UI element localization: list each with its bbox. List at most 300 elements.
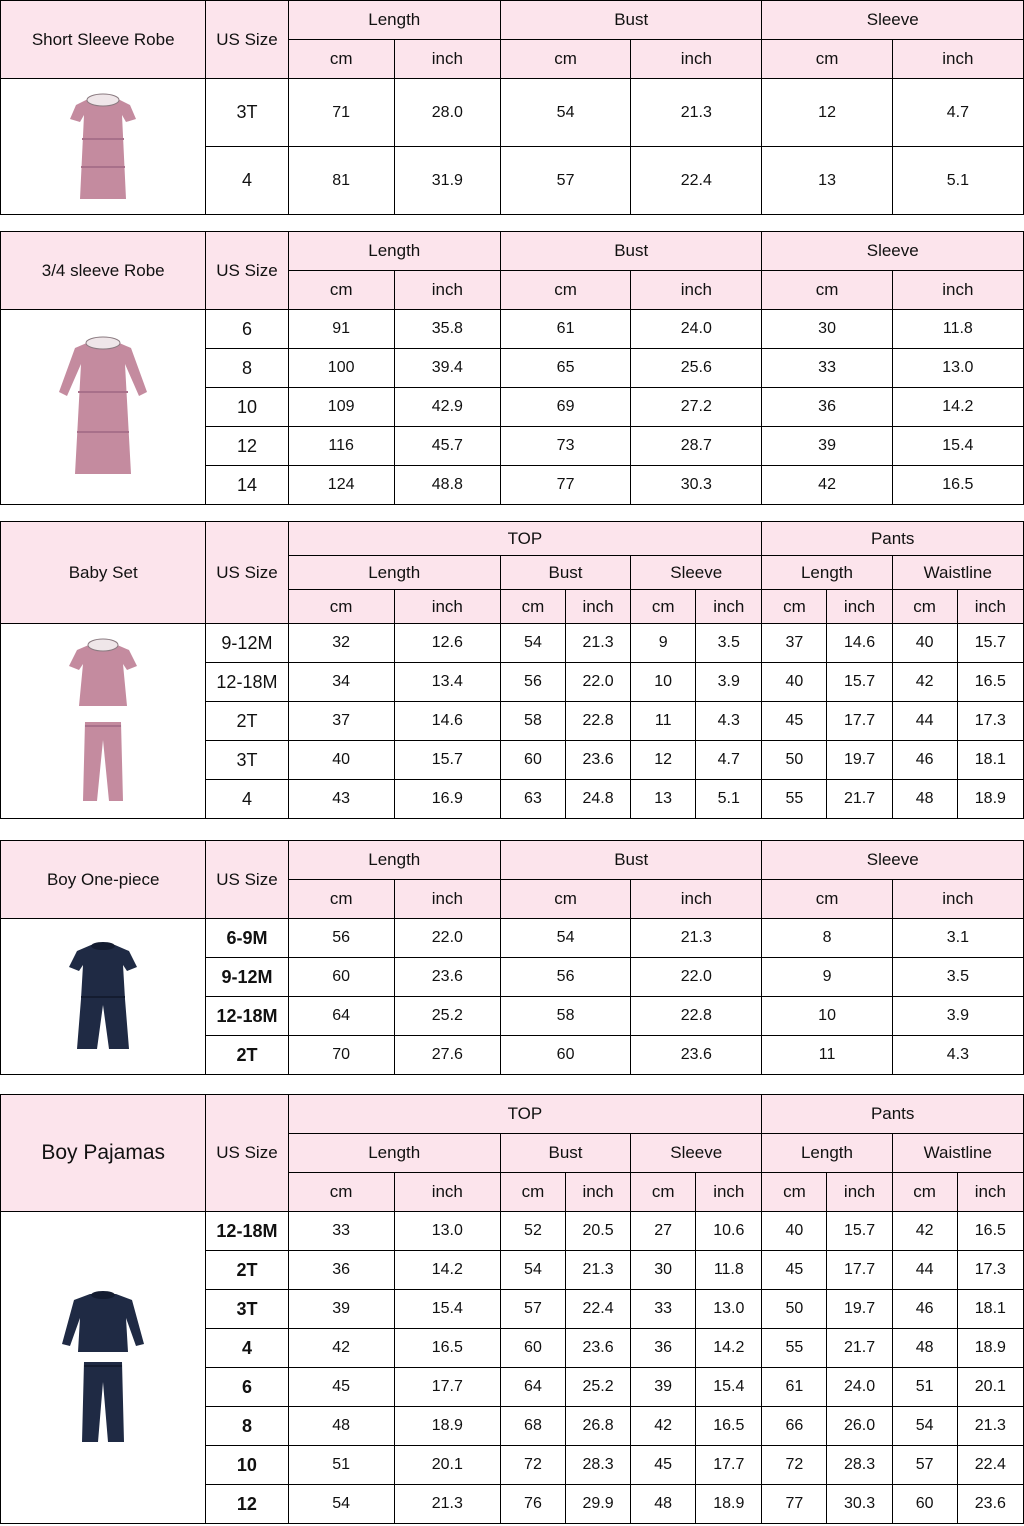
value-cell: 109 [288,388,394,427]
value-cell: 22.8 [566,702,631,741]
value-cell: 5.1 [892,147,1023,215]
size-cell: 9-12M [206,624,288,663]
size-cell: 10 [206,1446,288,1485]
value-cell: 30.3 [631,466,762,505]
unit-header: cm [288,40,394,79]
value-cell: 14.2 [394,1251,500,1290]
unit-header: cm [500,880,630,919]
value-cell: 64 [500,1368,565,1407]
value-cell: 22.8 [631,997,762,1036]
value-cell: 20.1 [394,1446,500,1485]
value-cell: 60 [288,958,394,997]
value-cell: 66 [762,1407,827,1446]
unit-header: inch [827,1173,892,1212]
unit-header: cm [500,271,630,310]
value-cell: 81 [288,147,394,215]
value-cell: 22.4 [566,1290,631,1329]
size-cell: 12 [206,1485,288,1524]
measure-group-header: Length [288,232,500,271]
value-cell: 3.5 [696,624,762,663]
value-cell: 12 [762,79,892,147]
size-cell: 9-12M [206,958,288,997]
value-cell: 15.4 [696,1368,762,1407]
unit-header: inch [892,271,1023,310]
value-cell: 48 [288,1407,394,1446]
value-cell: 39.4 [394,349,500,388]
value-cell: 37 [288,702,394,741]
unit-header: inch [696,1173,762,1212]
value-cell: 27.2 [631,388,762,427]
value-cell: 22.4 [957,1446,1023,1485]
unit-header: cm [892,590,957,624]
value-cell: 45.7 [394,427,500,466]
value-cell: 56 [500,663,565,702]
value-cell: 77 [762,1485,827,1524]
value-cell: 91 [288,310,394,349]
size-column-header: US Size [206,1,288,79]
value-cell: 39 [288,1290,394,1329]
size-cell: 2T [206,702,288,741]
value-cell: 23.6 [631,1036,762,1075]
value-cell: 45 [631,1446,696,1485]
value-cell: 54 [892,1407,957,1446]
size-cell: 4 [206,780,288,819]
value-cell: 63 [500,780,565,819]
garment-image-cell [1,79,206,215]
measure-group-header: Length [762,556,892,590]
value-cell: 54 [500,79,630,147]
value-cell: 48 [892,780,957,819]
value-cell: 21.7 [827,780,892,819]
value-cell: 45 [762,1251,827,1290]
measure-group-header: Length [288,841,500,880]
unit-header: inch [631,880,762,919]
unit-header: inch [566,1173,631,1212]
measure-group-header: Sleeve [631,1134,762,1173]
value-cell: 32 [288,624,394,663]
value-cell: 35.8 [394,310,500,349]
value-cell: 31.9 [394,147,500,215]
value-cell: 23.6 [957,1485,1023,1524]
value-cell: 3.9 [892,997,1023,1036]
value-cell: 43 [288,780,394,819]
size-cell: 12-18M [206,1212,288,1251]
size-column-header: US Size [206,1095,288,1212]
unit-header: inch [696,590,762,624]
unit-header: cm [762,1173,827,1212]
value-cell: 18.9 [957,1329,1023,1368]
unit-header: cm [500,1173,565,1212]
size-section [0,0,1024,215]
value-cell: 58 [500,702,565,741]
size-section [0,521,1024,819]
value-cell: 21.3 [566,1251,631,1290]
boy-pajamas-image [58,1288,148,1448]
unit-header: cm [631,590,696,624]
value-cell: 48 [892,1329,957,1368]
pants-group-header: Pants [762,522,1024,556]
value-cell: 72 [500,1446,565,1485]
value-cell: 22.0 [394,919,500,958]
value-cell: 12 [631,741,696,780]
size-column-header: US Size [206,841,288,919]
size-cell: 3T [206,741,288,780]
value-cell: 40 [288,741,394,780]
value-cell: 54 [288,1485,394,1524]
value-cell: 51 [288,1446,394,1485]
value-cell: 57 [500,147,630,215]
value-cell: 45 [288,1368,394,1407]
size-cell: 10 [206,388,288,427]
value-cell: 17.3 [957,1251,1023,1290]
measure-group-header: Sleeve [762,232,1024,271]
value-cell: 44 [892,1251,957,1290]
value-cell: 52 [500,1212,565,1251]
value-cell: 69 [500,388,630,427]
measure-group-header: Length [288,556,500,590]
value-cell: 73 [500,427,630,466]
boy-one-piece-image [63,939,143,1054]
value-cell: 56 [500,958,630,997]
value-cell: 22.0 [631,958,762,997]
value-cell: 58 [500,997,630,1036]
value-cell: 13 [631,780,696,819]
value-cell: 33 [631,1290,696,1329]
value-cell: 50 [762,1290,827,1329]
size-cell: 4 [206,1329,288,1368]
unit-header: inch [957,1173,1023,1212]
measure-group-header: Sleeve [762,1,1024,40]
value-cell: 17.7 [394,1368,500,1407]
value-cell: 42.9 [394,388,500,427]
unit-header: cm [288,590,394,624]
value-cell: 23.6 [566,741,631,780]
table-row [1,919,1024,958]
measure-group-header: Bust [500,232,762,271]
value-cell: 3.5 [892,958,1023,997]
value-cell: 13 [762,147,892,215]
value-cell: 50 [762,741,827,780]
unit-header: cm [631,1173,696,1212]
value-cell: 57 [500,1290,565,1329]
value-cell: 48.8 [394,466,500,505]
unit-header: inch [957,590,1023,624]
value-cell: 12.6 [394,624,500,663]
value-cell: 71 [288,79,394,147]
table-row [1,1212,1024,1251]
table-row [1,624,1024,663]
value-cell: 27.6 [394,1036,500,1075]
value-cell: 15.4 [892,427,1023,466]
value-cell: 28.3 [566,1446,631,1485]
value-cell: 29.9 [566,1485,631,1524]
value-cell: 40 [762,663,827,702]
size-cell: 12-18M [206,663,288,702]
value-cell: 13.4 [394,663,500,702]
size-section [0,840,1024,1075]
value-cell: 28.0 [394,79,500,147]
product-name: Short Sleeve Robe [1,1,206,79]
value-cell: 25.6 [631,349,762,388]
size-column-header: US Size [206,232,288,310]
value-cell: 124 [288,466,394,505]
value-cell: 56 [288,919,394,958]
value-cell: 9 [762,958,892,997]
measure-group-header: Length [762,1134,892,1173]
value-cell: 48 [631,1485,696,1524]
product-name: 3/4 sleeve Robe [1,232,206,310]
value-cell: 61 [762,1368,827,1407]
value-cell: 65 [500,349,630,388]
value-cell: 21.3 [631,79,762,147]
value-cell: 11 [762,1036,892,1075]
value-cell: 70 [288,1036,394,1075]
garment-image-cell [1,1212,206,1524]
value-cell: 25.2 [394,997,500,1036]
value-cell: 40 [892,624,957,663]
value-cell: 60 [500,741,565,780]
value-cell: 24.0 [631,310,762,349]
value-cell: 4.3 [696,702,762,741]
value-cell: 21.3 [394,1485,500,1524]
value-cell: 10.6 [696,1212,762,1251]
value-cell: 44 [892,702,957,741]
baby-set-image [63,636,143,806]
pants-group-header: Pants [762,1095,1024,1134]
table-row [1,79,1024,147]
value-cell: 17.7 [696,1446,762,1485]
value-cell: 4.7 [696,741,762,780]
value-cell: 76 [500,1485,565,1524]
value-cell: 42 [631,1407,696,1446]
value-cell: 22.4 [631,147,762,215]
measure-group-header: Sleeve [762,841,1024,880]
value-cell: 100 [288,349,394,388]
garment-image-cell [1,310,206,505]
size-cell: 12-18M [206,997,288,1036]
value-cell: 30.3 [827,1485,892,1524]
value-cell: 46 [892,741,957,780]
value-cell: 14.6 [827,624,892,663]
value-cell: 16.5 [394,1329,500,1368]
value-cell: 4.3 [892,1036,1023,1075]
value-cell: 17.7 [827,1251,892,1290]
unit-header: cm [762,40,892,79]
value-cell: 54 [500,1251,565,1290]
value-cell: 36 [631,1329,696,1368]
unit-header: cm [762,880,892,919]
top-group-header: TOP [288,1095,762,1134]
value-cell: 14.2 [696,1329,762,1368]
value-cell: 28.7 [631,427,762,466]
value-cell: 17.3 [957,702,1023,741]
value-cell: 16.9 [394,780,500,819]
value-cell: 18.1 [957,741,1023,780]
size-table-4 [0,1094,1024,1524]
measure-group-header: Bust [500,1134,630,1173]
measure-group-header: Length [288,1,500,40]
value-cell: 13.0 [696,1290,762,1329]
measure-group-header: Bust [500,841,762,880]
size-cell: 6 [206,1368,288,1407]
value-cell: 30 [762,310,892,349]
size-cell: 2T [206,1251,288,1290]
unit-header: inch [631,271,762,310]
value-cell: 28.3 [827,1446,892,1485]
value-cell: 14.2 [892,388,1023,427]
value-cell: 33 [762,349,892,388]
value-cell: 68 [500,1407,565,1446]
size-table-0 [0,0,1024,215]
unit-header: inch [631,40,762,79]
size-cell: 3T [206,79,288,147]
value-cell: 42 [762,466,892,505]
size-section [0,231,1024,505]
value-cell: 24.8 [566,780,631,819]
value-cell: 15.7 [957,624,1023,663]
size-column-header: US Size [206,522,288,624]
measure-group-header: Length [288,1134,500,1173]
value-cell: 51 [892,1368,957,1407]
value-cell: 46 [892,1290,957,1329]
unit-header: cm [762,271,892,310]
value-cell: 9 [631,624,696,663]
three-quarter-sleeve-robe-image [53,332,153,482]
value-cell: 61 [500,310,630,349]
unit-header: cm [288,880,394,919]
value-cell: 54 [500,624,565,663]
value-cell: 16.5 [696,1407,762,1446]
size-cell: 12 [206,427,288,466]
unit-header: cm [892,1173,957,1212]
measure-group-header: Bust [500,556,630,590]
value-cell: 27 [631,1212,696,1251]
size-cell: 4 [206,147,288,215]
value-cell: 24.0 [827,1368,892,1407]
value-cell: 4.7 [892,79,1023,147]
unit-header: cm [762,590,827,624]
unit-header: inch [394,271,500,310]
value-cell: 55 [762,1329,827,1368]
unit-header: inch [394,590,500,624]
value-cell: 8 [762,919,892,958]
value-cell: 36 [288,1251,394,1290]
value-cell: 116 [288,427,394,466]
value-cell: 21.3 [631,919,762,958]
measure-group-header: Waistline [892,1134,1023,1173]
unit-header: inch [394,1173,500,1212]
value-cell: 39 [762,427,892,466]
measure-group-header: Waistline [892,556,1023,590]
value-cell: 18.9 [957,780,1023,819]
value-cell: 21.7 [827,1329,892,1368]
value-cell: 21.3 [566,624,631,663]
value-cell: 22.0 [566,663,631,702]
value-cell: 54 [500,919,630,958]
unit-header: inch [566,590,631,624]
unit-header: cm [500,590,565,624]
value-cell: 5.1 [696,780,762,819]
unit-header: cm [288,1173,394,1212]
unit-header: inch [827,590,892,624]
value-cell: 11.8 [892,310,1023,349]
size-cell: 6 [206,310,288,349]
value-cell: 33 [288,1212,394,1251]
unit-header: inch [394,880,500,919]
value-cell: 19.7 [827,1290,892,1329]
value-cell: 60 [500,1329,565,1368]
value-cell: 18.9 [696,1485,762,1524]
value-cell: 21.3 [957,1407,1023,1446]
unit-header: inch [892,40,1023,79]
garment-image-cell [1,624,206,819]
product-name: Boy Pajamas [1,1095,206,1212]
size-cell: 3T [206,1290,288,1329]
value-cell: 26.0 [827,1407,892,1446]
value-cell: 15.7 [827,663,892,702]
size-cell: 8 [206,1407,288,1446]
value-cell: 19.7 [827,741,892,780]
value-cell: 45 [762,702,827,741]
value-cell: 34 [288,663,394,702]
size-cell: 6-9M [206,919,288,958]
value-cell: 3.9 [696,663,762,702]
table-row [1,310,1024,349]
value-cell: 72 [762,1446,827,1485]
value-cell: 77 [500,466,630,505]
value-cell: 14.6 [394,702,500,741]
measure-group-header: Sleeve [631,556,762,590]
product-name: Baby Set [1,522,206,624]
value-cell: 42 [892,1212,957,1251]
size-cell: 2T [206,1036,288,1075]
size-table-3 [0,840,1024,1075]
value-cell: 57 [892,1446,957,1485]
value-cell: 18.9 [394,1407,500,1446]
measure-group-header: Bust [500,1,762,40]
value-cell: 36 [762,388,892,427]
value-cell: 60 [500,1036,630,1075]
value-cell: 20.5 [566,1212,631,1251]
size-section [0,1094,1024,1524]
value-cell: 25.2 [566,1368,631,1407]
value-cell: 11 [631,702,696,741]
value-cell: 17.7 [827,702,892,741]
value-cell: 16.5 [957,663,1023,702]
value-cell: 16.5 [957,1212,1023,1251]
value-cell: 16.5 [892,466,1023,505]
value-cell: 10 [631,663,696,702]
value-cell: 10 [762,997,892,1036]
unit-header: cm [500,40,630,79]
value-cell: 55 [762,780,827,819]
value-cell: 20.1 [957,1368,1023,1407]
value-cell: 15.4 [394,1290,500,1329]
value-cell: 37 [762,624,827,663]
value-cell: 18.1 [957,1290,1023,1329]
value-cell: 15.7 [394,741,500,780]
value-cell: 42 [892,663,957,702]
unit-header: cm [288,271,394,310]
value-cell: 13.0 [394,1212,500,1251]
garment-image-cell [1,919,206,1075]
unit-header: inch [394,40,500,79]
value-cell: 23.6 [566,1329,631,1368]
unit-header: inch [892,880,1023,919]
value-cell: 39 [631,1368,696,1407]
value-cell: 30 [631,1251,696,1290]
value-cell: 23.6 [394,958,500,997]
